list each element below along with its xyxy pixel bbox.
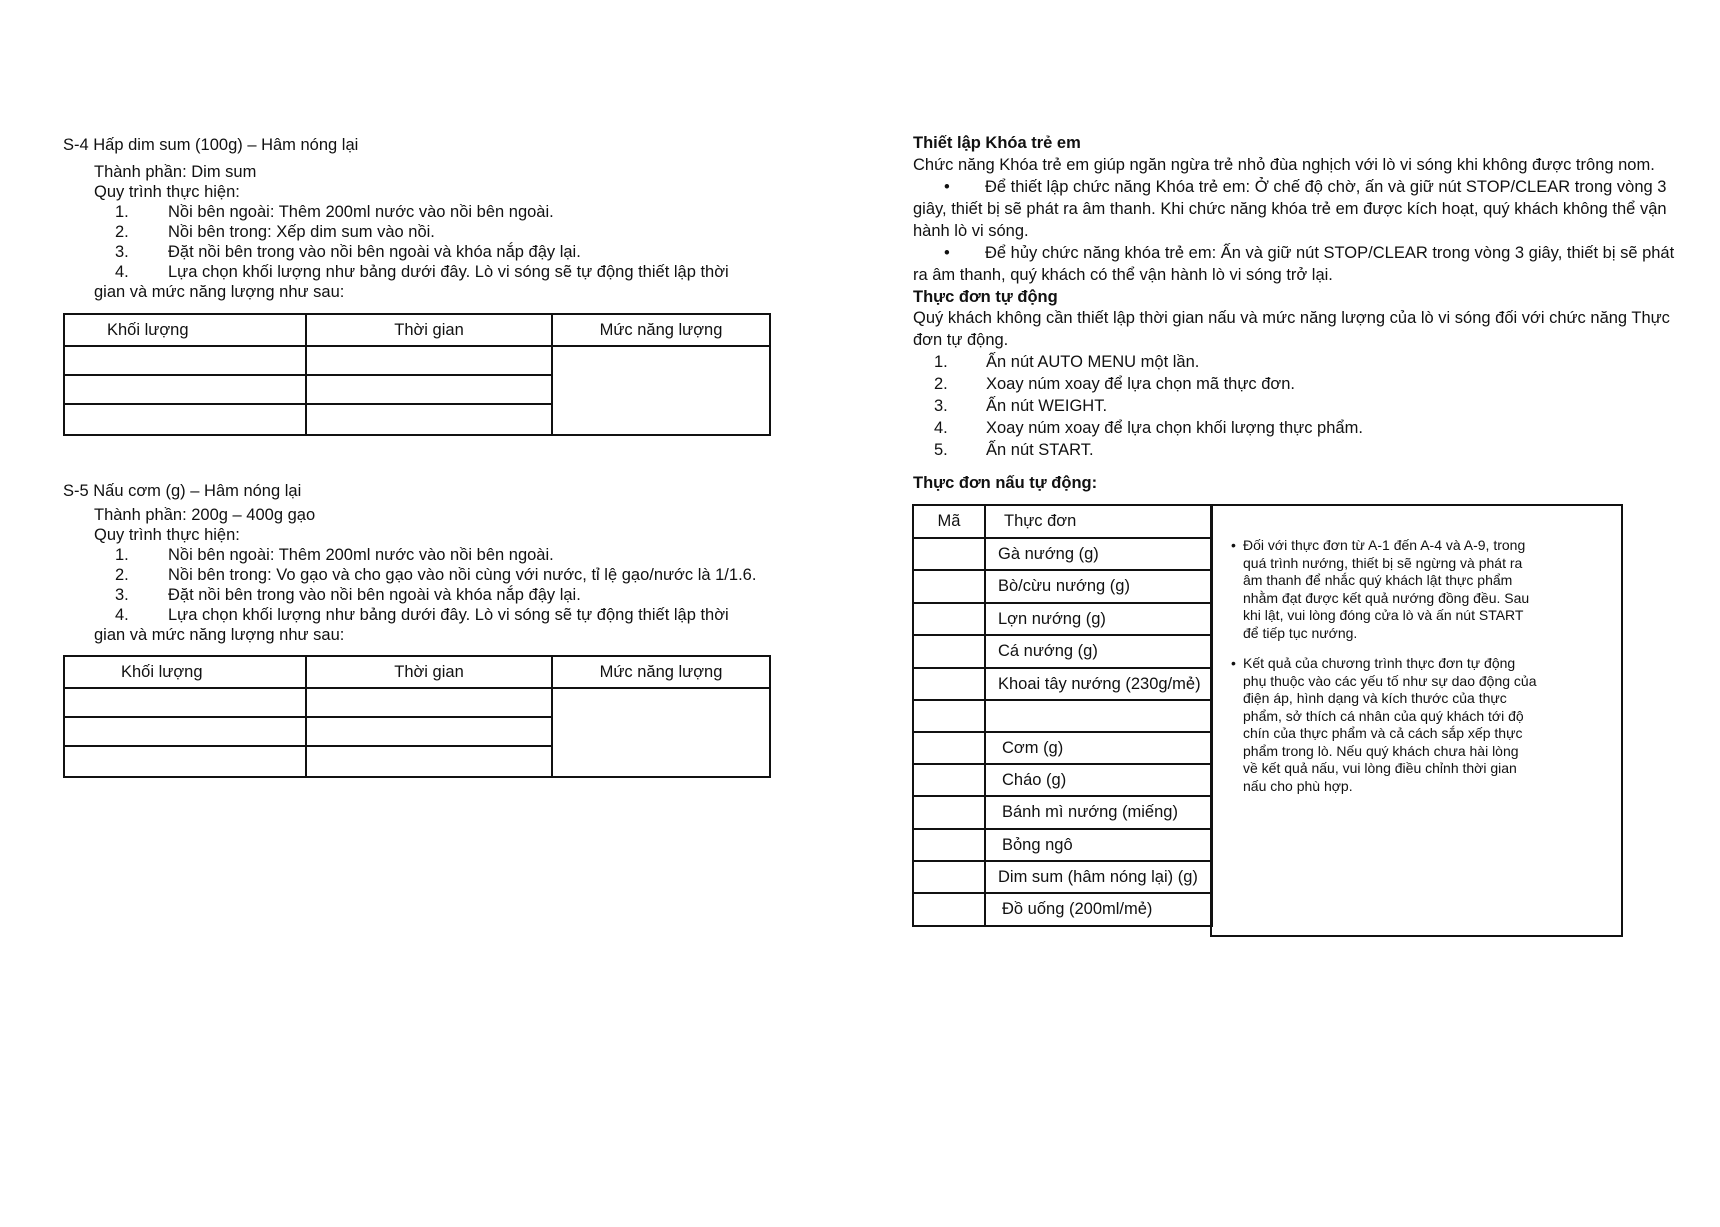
table-cell: [64, 375, 306, 404]
table-header: Khối lượng: [64, 314, 306, 346]
bullet-glyph: •: [1231, 537, 1236, 553]
note-line: nhằm đạt được kết quả nướng đồng đều. Sau: [1243, 589, 1530, 606]
code-cell: [913, 732, 985, 764]
menu-item: [985, 700, 1212, 732]
auto-menu-intro: Quý khách không cần thiết lập thời gian nấu và mức năng lượng của lò vi sóng đối với chức năng Thực: [913, 309, 1670, 327]
code-cell: [913, 635, 985, 668]
child-lock-heading: Thiết lập Khóa trẻ em: [913, 134, 1081, 152]
step-number: 3.: [115, 586, 129, 604]
step-text: Ấn nút AUTO MENU một lần.: [986, 353, 1200, 371]
step-text: Đặt nồi bên trong vào nồi bên ngoài và khóa nắp đậy lại.: [168, 586, 581, 604]
table-cell: [306, 688, 552, 717]
note-line: Kết quả của chương trình thực đơn tự động: [1243, 655, 1516, 671]
step-number: 1.: [115, 203, 129, 221]
table-cell: [306, 746, 552, 777]
note-line: về kết quả nấu, vui lòng điều chỉnh thời gian: [1243, 760, 1517, 776]
step-number: 4.: [115, 606, 129, 624]
s4-procedure-label: Quy trình thực hiện:: [94, 183, 240, 201]
note-line: âm thanh để nhắc quý khách lật thực phẩm: [1243, 572, 1513, 588]
step-text: Nồi bên trong: Xếp dim sum vào nồi.: [168, 223, 435, 241]
step-number: 1.: [115, 546, 129, 564]
code-cell: [913, 796, 985, 829]
menu-item: Gà nướng (g): [985, 538, 1212, 570]
code-cell: [913, 603, 985, 635]
bullet-text: Để thiết lập chức năng Khóa trẻ em: Ở chế độ chờ, ấn và giữ nút STOP/CLEAR trong vòng 3: [985, 178, 1667, 196]
note-line: khi lật, vui lòng đóng cửa lò và ấn nút START: [1243, 607, 1524, 623]
bullet-text: Để hủy chức năng khóa trẻ em: Ấn và giữ nút STOP/CLEAR trong vòng 3 giây, thiết bị sẽ phát: [985, 244, 1675, 262]
code-cell: [913, 700, 985, 732]
step-number: 2.: [934, 375, 948, 393]
step-number: 2.: [115, 223, 129, 241]
step-number: 4.: [115, 263, 129, 281]
table-cell: [64, 688, 306, 717]
step-text: Nồi bên ngoài: Thêm 200ml nước vào nồi bên ngoài.: [168, 546, 554, 564]
table-cell: [64, 346, 306, 375]
table-header: Thời gian: [306, 314, 552, 346]
table-header: Mức năng lượng: [552, 314, 770, 346]
note-line: phẩm trong lò. Nếu quý khách chưa hài lòng: [1243, 742, 1519, 759]
auto-cook-table: [912, 504, 1213, 927]
table-cell: [306, 717, 552, 746]
table-header: Mức năng lượng: [552, 656, 770, 688]
step-text: Đặt nồi bên trong vào nồi bên ngoài và khóa nắp đậy lại.: [168, 243, 581, 261]
step-continuation: gian và mức năng lượng như sau:: [94, 626, 345, 644]
step-number: 1.: [934, 353, 948, 371]
note-line: nấu cho phù hợp.: [1243, 777, 1353, 794]
note-line: quá trình nướng, thiết bị sẽ ngừng và phát ra: [1243, 554, 1523, 571]
s5-ingredients: Thành phần: 200g – 400g gạo: [94, 506, 316, 524]
bullet-text: ra âm thanh, quý khách có thể vận hành lò vi sóng trở lại.: [913, 266, 1333, 284]
note-line: chín của thực phẩm và cả cách sắp xếp thực: [1243, 725, 1523, 741]
table-cell: [306, 346, 552, 375]
table-cell: [64, 746, 306, 777]
table-cell: [306, 375, 552, 404]
menu-item: Khoai tây nướng (230g/mẻ): [985, 668, 1212, 700]
note-line: phụ thuộc vào các yếu tố như sự dao động của: [1243, 672, 1537, 689]
bullet-glyph: •: [944, 178, 950, 196]
table-cell: [64, 404, 306, 435]
step-number: 3.: [934, 397, 948, 415]
note-2: [1231, 655, 1537, 795]
step-continuation: gian và mức năng lượng như sau:: [94, 283, 345, 301]
s5-title: S-5 Nấu cơm (g) – Hâm nóng lại: [63, 482, 302, 500]
menu-item: Bỏng ngô: [985, 829, 1212, 861]
table-header: Thời gian: [306, 656, 552, 688]
menu-item: Đồ uống (200ml/mẻ): [985, 893, 1212, 926]
step-number: 4.: [934, 419, 948, 437]
code-cell: [913, 538, 985, 570]
menu-item: Lợn nướng (g): [985, 603, 1212, 635]
step-number: 3.: [115, 243, 129, 261]
menu-item: Dim sum (hâm nóng lại) (g): [985, 861, 1212, 893]
note-line: Đối với thực đơn từ A-1 đến A-4 và A-9, trong: [1243, 537, 1526, 553]
note-line: để tiếp tục nướng.: [1243, 624, 1358, 641]
step-number: 2.: [115, 566, 129, 584]
note-line: phẩm, sở thích cá nhân của quý khách tới độ: [1243, 707, 1524, 724]
table-cell: [552, 346, 770, 435]
code-cell: [913, 764, 985, 796]
menu-item: Cháo (g): [985, 764, 1212, 796]
table-cell: [552, 688, 770, 777]
code-cell: [913, 668, 985, 700]
step-text: Nồi bên ngoài: Thêm 200ml nước vào nồi bên ngoài.: [168, 203, 554, 221]
s4-title: S-4 Hấp dim sum (100g) – Hâm nóng lại: [63, 136, 359, 154]
auto-menu-heading: Thực đơn tự động: [913, 288, 1058, 306]
step-text: Lựa chọn khối lượng như bảng dưới đây. Lò vi sóng sẽ tự động thiết lập thời: [168, 606, 729, 624]
menu-item: Bánh mì nướng (miếng): [985, 796, 1212, 829]
bullet-glyph: •: [944, 244, 950, 262]
s4-ingredients: Thành phần: Dim sum: [94, 163, 257, 181]
col-header-menu: Thực đơn: [985, 505, 1212, 538]
s5-procedure-label: Quy trình thực hiện:: [94, 526, 240, 544]
s5-weight-table: [63, 655, 771, 778]
menu-item: Bò/cừu nướng (g): [985, 570, 1212, 603]
code-cell: [913, 570, 985, 603]
child-lock-intro: Chức năng Khóa trẻ em giúp ngăn ngừa trẻ nhỏ đùa nghịch với lò vi sóng khi không được trông nom.: [913, 156, 1655, 174]
auto-menu-intro: đơn tự động.: [913, 331, 1009, 349]
step-text: Lựa chọn khối lượng như bảng dưới đây. Lò vi sóng sẽ tự động thiết lập thời: [168, 263, 729, 281]
menu-item: Cơm (g): [985, 732, 1212, 764]
step-text: Xoay núm xoay để lựa chọn mã thực đơn.: [986, 375, 1295, 393]
code-cell: [913, 893, 985, 926]
step-text: Xoay núm xoay để lựa chọn khối lượng thực phẩm.: [986, 419, 1363, 437]
step-text: Ấn nút WEIGHT.: [986, 397, 1108, 415]
bullet-text: giây, thiết bị sẽ phát ra âm thanh. Khi chức năng khóa trẻ em được kích hoạt, quý khách không thể vận: [913, 200, 1667, 218]
step-number: 5.: [934, 441, 948, 459]
code-cell: [913, 861, 985, 893]
auto-cook-heading: Thực đơn nấu tự động:: [913, 474, 1098, 492]
note-1: [1231, 537, 1530, 642]
bullet-glyph: •: [1231, 655, 1236, 671]
step-text: Nồi bên trong: Vo gạo và cho gạo vào nồi cùng với nước, tỉ lệ gạo/nước là 1/1.6.: [168, 566, 757, 584]
menu-item: Cá nướng (g): [985, 635, 1212, 668]
col-header-code: Mã: [913, 505, 985, 538]
table-header: Khối lượng: [64, 656, 306, 688]
s4-weight-table: [63, 313, 771, 436]
table-cell: [306, 404, 552, 435]
table-cell: [64, 717, 306, 746]
note-line: điện áp, hình dạng và kích thước của thực: [1243, 690, 1507, 706]
step-text: Ấn nút START.: [986, 441, 1094, 459]
bullet-text: hành lò vi sóng.: [913, 222, 1029, 240]
code-cell: [913, 829, 985, 861]
